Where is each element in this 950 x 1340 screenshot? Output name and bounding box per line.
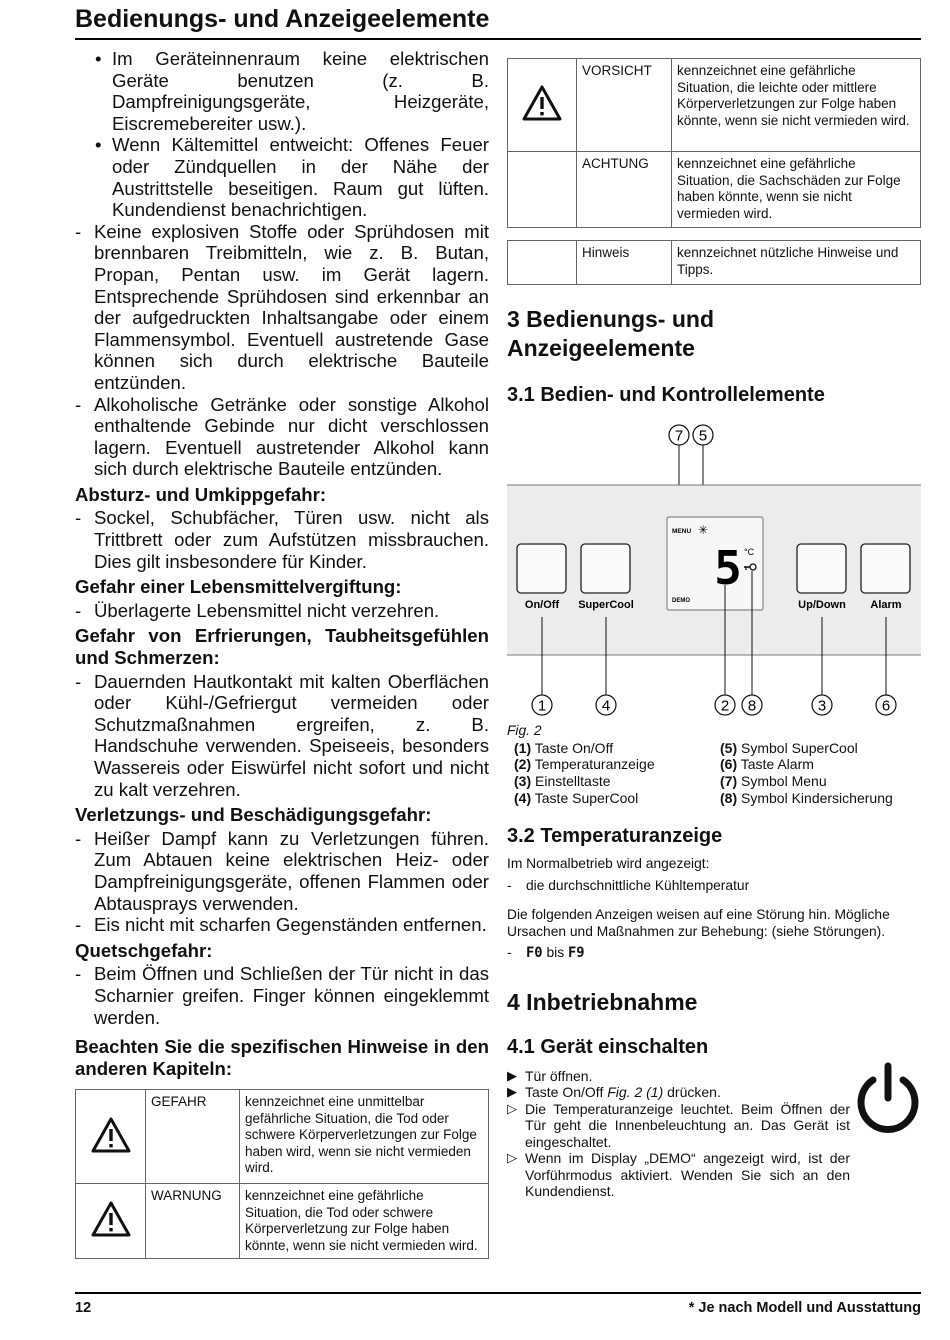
legend-item: (3) Einstelltaste — [514, 772, 611, 789]
list-item: - die durchschnittliche Kühltemperatur — [507, 877, 750, 893]
demo-label: DEMO — [672, 598, 690, 604]
section-4-1-heading: 4.1 Gerät einschalten — [507, 1035, 709, 1058]
table-row — [508, 152, 921, 228]
s32-paragraph: Die folgenden Anzeigen weisen auf eine Störung hin. Mögliche Ursachen und Maßnahmen zur Behebung: (siehe Störungen). — [507, 907, 890, 939]
svg-text:5: 5 — [698, 427, 708, 445]
page-number: 12 — [75, 1300, 92, 1316]
figure-legend — [507, 740, 921, 807]
step-item: ▶ Tür öffnen. — [507, 1067, 593, 1084]
supercool-button[interactable] — [581, 544, 630, 593]
svg-text:6: 6 — [881, 697, 891, 715]
list-item: - Alkoholische Getränke oder sonstige Alkohol enthaltende Gebinde nur dicht verschlossen lagern. Eventuell austretender Alkohol kann sich durch elektrische Bauteile entzünden. — [75, 393, 489, 480]
signal-word: WARNUNG — [146, 1184, 240, 1259]
supercool-label: SuperCool — [578, 599, 634, 611]
step-item: ▷ Die Temperaturanzeige leuchtet. Beim Öffnen der Tür geht die Innenbeleuchtung an. Das Gerät ist eingeschaltet. — [507, 1100, 850, 1150]
callout-1 — [532, 695, 552, 715]
alarm-label: Alarm — [870, 599, 902, 611]
signal-description: kennzeichnet eine gefährliche Situation, die leichte oder mittlere Körperverletzungen zur Folge haben könnte, wenn sie nicht vermieden wird. — [672, 59, 921, 152]
heading-beachten: Beachten Sie die spezifischen Hinweise in den anderen Kapiteln: — [75, 1036, 489, 1079]
page-footer — [75, 1292, 921, 1316]
list-item: - Heißer Dampf kann zu Verletzungen führen. Zum Abtauen keine elektrischen Heiz- oder Dampfreinigungsgeräte, offenen Flammen oder Abtausprays verwenden. — [75, 827, 489, 914]
legend-item: (6) Taste Alarm — [720, 756, 814, 773]
step-item: ▷ Wenn im Display „DEMO“ angezeigt wird, ist der Vorführmodus aktiviert. Wenden Sie sich an den Kundendienst. — [507, 1150, 850, 1200]
power-icon — [854, 1062, 922, 1138]
legend-item: (7) Symbol Menu — [720, 772, 827, 789]
legend-item: (1) Taste On/Off — [514, 739, 614, 756]
heading-absturz: Absturz- und Umkippgefahr: — [75, 483, 327, 505]
list-item: - Eis nicht mit scharfen Gegenständen entfernen. — [75, 914, 487, 936]
signal-description: kennzeichnet eine unmittelbar gefährliche Situation, die Tod oder schwere Körperverletzungen zur Folge haben wird, wenn sie nicht vermieden wird. — [240, 1090, 489, 1184]
legend-item: (8) Symbol Kindersicherung — [720, 789, 893, 806]
warning-icon — [76, 1090, 146, 1184]
page-title: Bedienungs- und Anzeigeelemente — [75, 5, 490, 33]
menu-label: MENU — [672, 528, 692, 535]
callout-5 — [693, 425, 713, 445]
list-item: - Überlagerte Lebensmittel nicht verzehren. — [75, 599, 440, 621]
heading-erfrierung: Gefahr von Erfrierungen, Taubheitsgefühlen und Schmerzen: — [75, 625, 489, 669]
svg-text:7: 7 — [674, 427, 684, 445]
left-column — [75, 48, 489, 1259]
callout-7 — [669, 425, 689, 445]
svg-text:3: 3 — [817, 697, 827, 715]
callout-6 — [876, 695, 896, 715]
heading-lebensmittel: Gefahr einer Lebensmittelvergiftung: — [75, 576, 402, 598]
list-item: - F0 bis F9 — [507, 945, 585, 962]
display-unit: °C — [744, 547, 755, 557]
on-off-label: On/Off — [524, 599, 560, 611]
alarm-button[interactable] — [861, 544, 910, 593]
signal-word: ACHTUNG — [577, 152, 672, 228]
list-item: • Im Geräteinnenraum keine elektrischen Geräte benutzen (z. B. Dampfreinigungsgeräte, Heizgeräte, Eiscremebereiter usw.). — [95, 48, 489, 134]
right-column — [507, 58, 921, 1200]
svg-text:2: 2 — [720, 697, 730, 715]
supercool-symbol-icon: ✳ — [697, 523, 709, 537]
list-item: - Keine explosiven Stoffe oder Sprühdosen mit brennbaren Treibmitteln, wie z. B. Butan, Propan, Pentan usw. im Gerät lagern. Entsprechende Sprühdosen sind erkennbar an der aufgedruckten Inhaltsangabe oder einem Flammensymbol. Eventuell austretende Gase können sich durch elektrische Bauteile entzünden. — [75, 220, 489, 393]
signal-word-table-2 — [507, 58, 921, 228]
table-row — [76, 1090, 489, 1184]
warning-icon — [76, 1184, 146, 1259]
list-item: - Beim Öffnen und Schließen der Tür nicht in das Scharnier greifen. Finger können eingeklemmt werden. — [75, 963, 489, 1028]
list-item: • Wenn Kältemittel entweicht: Offenes Feuer oder Zündquellen in der Nähe der Austrittstelle beseitigen. Raum gut lüften. Kundendienst benachrichtigen. — [95, 134, 489, 221]
signal-word: GEFAHR — [146, 1090, 240, 1184]
up-down-button[interactable] — [797, 544, 846, 593]
control-panel-figure — [507, 417, 921, 717]
footer-note: * Je nach Modell und Ausstattung — [688, 1300, 921, 1316]
figure-caption: Fig. 2 — [507, 723, 542, 738]
warning-icon — [508, 59, 577, 152]
signal-description: kennzeichnet eine gefährliche Situation, die Sachschäden zur Folge haben könnte, wenn sie nicht vermieden wird. — [672, 152, 921, 228]
hint-table — [507, 240, 921, 285]
callout-4 — [596, 695, 616, 715]
signal-description: kennzeichnet nützliche Hinweise und Tipps. — [672, 241, 921, 285]
display-digit: 5 — [714, 541, 742, 595]
callout-3 — [812, 695, 832, 715]
step-item: ▶ Taste On/Off Fig. 2 (1) drücken. — [507, 1084, 721, 1101]
blank-icon-cell — [508, 241, 577, 285]
signal-description: kennzeichnet eine gefährliche Situation, die Tod oder schwere Körperverletzung zur Folge haben könnte, wenn sie nicht vermieden wird. — [240, 1184, 489, 1259]
svg-text:8: 8 — [747, 697, 757, 715]
error-code-f0: F0 — [526, 945, 543, 962]
table-row — [76, 1184, 489, 1259]
legend-item: (5) Symbol SuperCool — [720, 739, 858, 756]
heading-quetsch: Quetschgefahr: — [75, 939, 213, 961]
section-3-2-heading: 3.2 Temperaturanzeige — [507, 825, 723, 848]
section-3-heading: 3 Bedienungs- und Anzeigeelemente — [507, 306, 714, 361]
callout-8 — [742, 695, 762, 715]
svg-text:4: 4 — [601, 697, 611, 715]
list-item: - Dauernden Hautkontakt mit kalten Oberflächen oder Kühl-/Gefriergut vermeiden oder Schutzmaßnahmen ergreifen, z. B. Handschuhe verwenden. Speiseeis, besonders Wassereis oder Eiswürfel nicht sofort und nicht zu kalt verzehren. — [75, 670, 489, 800]
s32-intro: Im Normalbetrieb wird angezeigt: — [507, 856, 710, 872]
legend-item: (2) Temperaturanzeige — [514, 756, 655, 773]
page-header — [75, 2, 921, 40]
section-4-heading: 4 Inbetriebnahme — [507, 988, 698, 1015]
error-code-f9: F9 — [567, 945, 585, 962]
steps-block — [507, 1068, 921, 1200]
list-item: - Sockel, Schubfächer, Türen usw. nicht als Trittbrett oder zum Aufstützen missbrauchen. Dies gilt insbesondere für Kinder. — [75, 507, 489, 572]
signal-word: VORSICHT — [577, 59, 672, 152]
table-row — [508, 59, 921, 152]
blank-icon-cell — [508, 152, 577, 228]
heading-verletzung: Verletzungs- und Beschädigungsgefahr: — [75, 804, 432, 826]
callout-2 — [715, 695, 735, 715]
table-row — [508, 241, 921, 285]
legend-item: (4) Taste SuperCool — [514, 789, 639, 806]
section-3-1-heading: 3.1 Bedien- und Kontrollelemente — [507, 384, 825, 406]
signal-word-table — [75, 1089, 489, 1259]
signal-word: Hinweis — [577, 241, 672, 285]
svg-text:1: 1 — [537, 697, 547, 715]
up-down-label: Up/Down — [798, 599, 846, 611]
on-off-button[interactable] — [517, 544, 566, 593]
